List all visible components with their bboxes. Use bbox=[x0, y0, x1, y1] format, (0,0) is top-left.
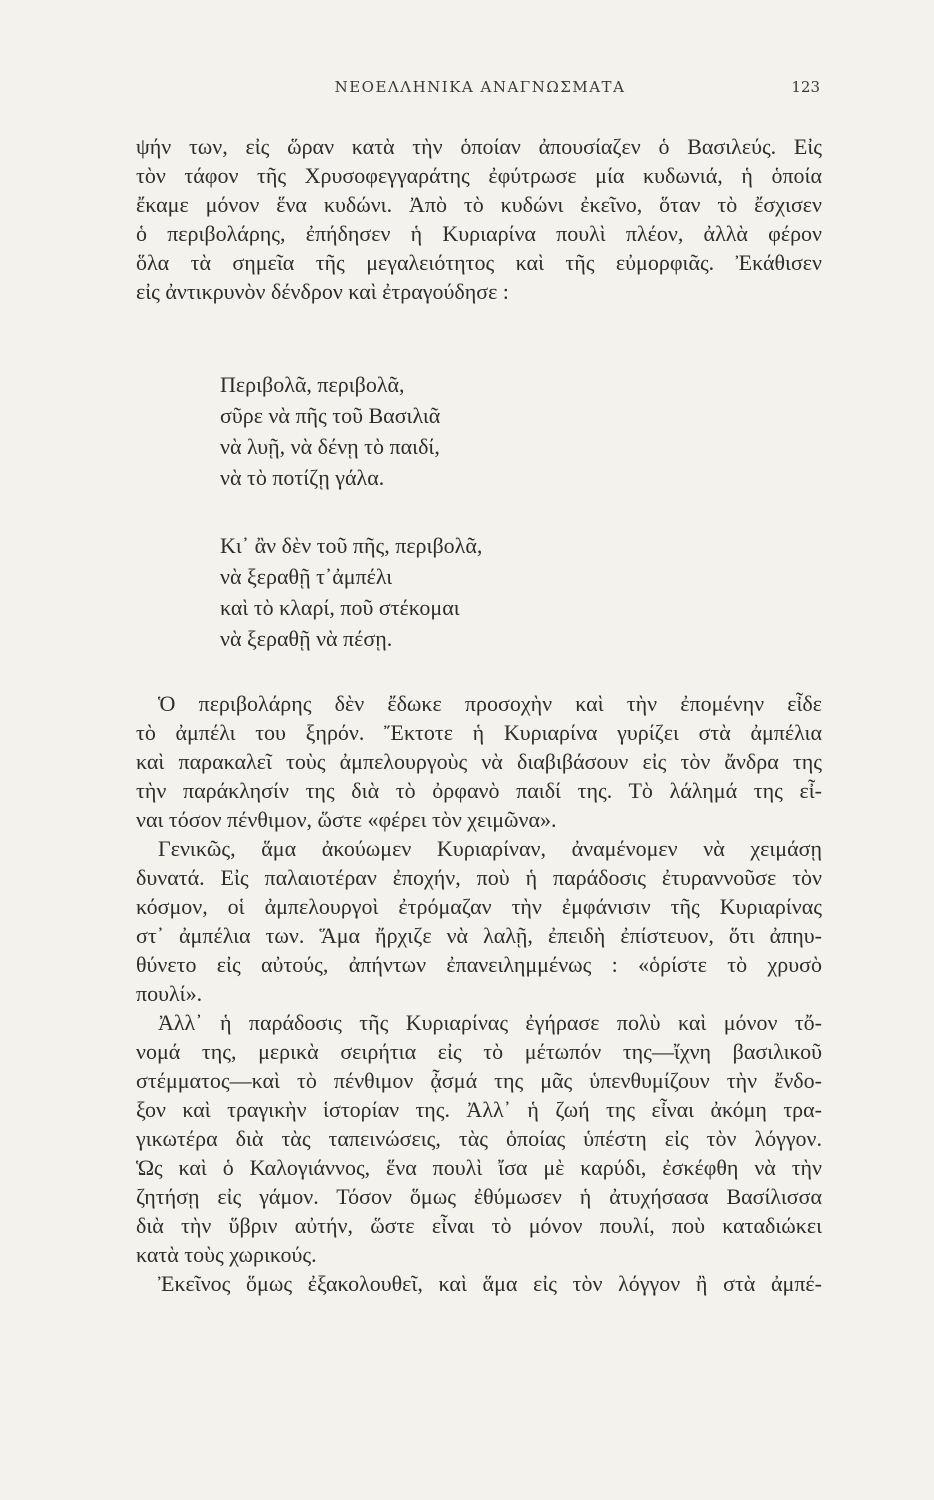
verse-line: σῦρε νὰ πῆς τοῦ Βασιλιᾶ bbox=[220, 403, 441, 428]
text-line: κατὰ τοὺς χωρικούς. bbox=[136, 1242, 317, 1267]
text-line: δυνατά. Εἰς παλαιοτέραν ἐποχήν, ποὺ ἡ παράδοσις ἐτυραννοῦσε τὸν bbox=[136, 865, 822, 890]
verse-line: Κι᾽ ἂν δὲν τοῦ πῆς, περιβολᾶ, bbox=[220, 533, 483, 558]
verse-line: καὶ τὸ κλαρί, ποῦ στέκομαι bbox=[220, 595, 460, 620]
text-line: ζητήσῃ εἰς γάμον. Τόσον ὅμως ἐθύμωσεν ἡ ἀτυχήσασα Βασίλισσα bbox=[136, 1184, 822, 1209]
verse-line: Περιβολᾶ, περιβολᾶ, bbox=[220, 372, 405, 397]
text-line: ἔκαμε μόνον ἕνα κυδώνι. Ἀπὸ τὸ κυδώνι ἐκεῖνο, ὅταν τὸ ἔσχισεν bbox=[136, 192, 822, 217]
text-line: στ᾽ ἀμπέλια των. Ἅμα ἤρχιζε νὰ λαλῇ, ἐπειδὴ ἐπίστευον, ὅτι ἀπηυ- bbox=[136, 923, 822, 948]
text-line: κόσμον, οἱ ἀμπελουργοὶ ἐτρόμαζαν τὴν ἐμφάνισιν τῆς Κυριαρίνας bbox=[136, 894, 822, 919]
text-line: τὸν τάφον τῆς Χρυσοφεγγαράτης ἐφύτρωσε μία κυδωνιά, ἡ ὁποία bbox=[136, 163, 822, 188]
text-line: πουλί». bbox=[136, 981, 203, 1006]
text-line: εἰς ἀντικρυνὸν δένδρον καὶ ἐτραγούδησε : bbox=[136, 279, 509, 304]
text-line: ξον καὶ τραγικὴν ἱστορίαν της. Ἀλλ᾽ ἡ ζωή της εἶναι ἀκόμη τρα- bbox=[136, 1097, 822, 1122]
text-line: διὰ τὴν ὕβριν αὐτήν, ὥστε εἶναι τὸ μόνον πουλί, ποὺ καταδιώκει bbox=[136, 1213, 822, 1238]
text-line: τὴν παράκλησίν της διὰ τὸ ὀρφανὸ παιδί της. Τὸ λάλημά της εἶ- bbox=[136, 778, 822, 803]
song-stanza-1 bbox=[220, 369, 440, 493]
text-line: Ὡς καὶ ὁ Καλογιάννος, ἕνα πουλὶ ἴσα μὲ καρύδι, ἐσκέφθη νὰ τὴν bbox=[136, 1155, 822, 1180]
page-number: 123 bbox=[791, 78, 820, 96]
text-line: τὸ ἀμπέλι του ξηρόν. Ἔκτοτε ἡ Κυριαρίνα γυρίζει στὰ ἀμπέλια bbox=[136, 720, 822, 745]
paragraph-5 bbox=[136, 1269, 822, 1298]
text-line: Ὁ περιβολάρης δὲν ἔδωκε προσοχὴν καὶ τὴν ἐπομένην εἶδε bbox=[158, 691, 822, 716]
text-line: ναι τόσον πένθιμον, ὥστε «φέρει τὸν χειμῶνα». bbox=[136, 807, 557, 832]
verse-line: νὰ λυῇ, νὰ δένῃ τὸ παιδί, bbox=[220, 434, 440, 459]
text-line: γικωτέρα διὰ τὰς ταπεινώσεις, τὰς ὁποίας ὑπέστη εἰς τὸν λόγγον. bbox=[136, 1126, 822, 1151]
text-line: θύνετο εἰς αὐτούς, ἀπήντων ἐπανειλημμένως : «ὁρίστε τὸ χρυσὸ bbox=[136, 952, 822, 977]
text-line: Ἐκεῖνος ὅμως ἐξακολουθεῖ, καὶ ἅμα εἰς τὸν λόγγον ἢ στὰ ἀμπέ- bbox=[158, 1271, 822, 1296]
text-line: ψήν των, εἰς ὥραν κατὰ τὴν ὁποίαν ἀπουσίαζεν ὁ Βασιλεύς. Εἰς bbox=[136, 134, 822, 159]
text-line: ὁ περιβολάρης, ἐπήδησεν ἡ Κυριαρίνα πουλὶ πλέον, ἀλλὰ φέρον bbox=[136, 221, 822, 246]
running-head bbox=[140, 78, 820, 102]
paragraph-3 bbox=[136, 834, 822, 1008]
paragraph-2 bbox=[136, 689, 822, 834]
paragraph-4 bbox=[136, 1008, 822, 1269]
text-line: ὅλα τὰ σημεῖα τῆς μεγαλειότητος καὶ τῆς εὐμορφιᾶς. Ἐκάθισεν bbox=[136, 250, 822, 275]
verse-line: νὰ τὸ ποτίζῃ γάλα. bbox=[220, 465, 385, 490]
text-line: καὶ παρακαλεῖ τοὺς ἀμπελουργοὺς νὰ διαβιβάσουν εἰς τὸν ἄνδρα της bbox=[136, 749, 822, 774]
text-line: στέμματος—καὶ τὸ πένθιμον ᾆσμά της μᾶς ὑπενθυμίζουν τὴν ἔνδο- bbox=[136, 1068, 822, 1093]
paragraph-1 bbox=[136, 132, 822, 306]
verse-line: νὰ ξεραθῇ τ᾽ἀμπέλι bbox=[220, 564, 393, 589]
verse-line: νὰ ξεραθῇ νὰ πέσῃ. bbox=[220, 626, 393, 651]
running-title: ΝΕΟΕΛΛΗΝΙΚΑ ΑΝΑΓΝΩΣΜΑΤΑ bbox=[334, 78, 626, 96]
text-line: Ἀλλ᾽ ἡ παράδοσις τῆς Κυριαρίνας ἐγήρασε πολὺ καὶ μόνον τὄ- bbox=[158, 1010, 822, 1035]
song-stanza-2 bbox=[220, 530, 482, 654]
text-line: Γενικῶς, ἅμα ἀκούωμεν Κυριαρίναν, ἀναμένομεν νὰ χειμάσῃ bbox=[158, 836, 822, 861]
body-continued bbox=[136, 689, 822, 1298]
text-line: νομά της, μερικὰ σειρήτια εἰς τὸ μέτωπόν της—ἴχνη βασιλικοῦ bbox=[136, 1039, 822, 1064]
